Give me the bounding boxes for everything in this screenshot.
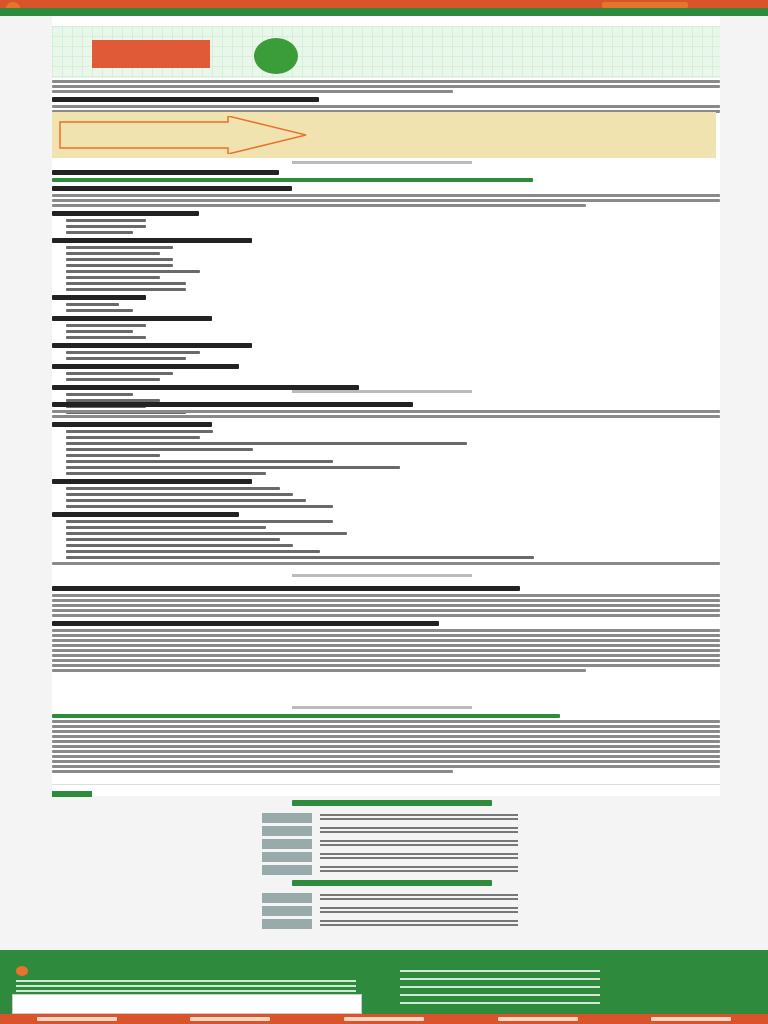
section-divider-2 <box>292 574 472 577</box>
hero-image <box>52 26 720 78</box>
article-page <box>52 16 720 796</box>
social-widget[interactable] <box>12 994 362 1014</box>
list-item[interactable] <box>262 851 522 863</box>
section-divider-3 <box>292 706 472 709</box>
schools-list <box>52 398 720 567</box>
bottom-bar-item[interactable] <box>498 1017 578 1021</box>
arrow-icon <box>58 116 308 154</box>
subject-banner <box>52 112 716 158</box>
hero-number <box>312 34 712 74</box>
advice-section <box>52 582 720 674</box>
list-item[interactable] <box>262 864 522 876</box>
banner-subjects <box>392 112 712 158</box>
bottom-bar-item[interactable] <box>190 1017 270 1021</box>
banner-caption <box>292 161 472 164</box>
admissions-section <box>52 714 720 775</box>
footer-logo[interactable] <box>16 966 76 976</box>
hero-ball-icon <box>254 38 298 74</box>
bottom-bar-item[interactable] <box>344 1017 424 1021</box>
recent-heading <box>292 880 492 886</box>
bottom-bar-item[interactable] <box>37 1017 117 1021</box>
footer-logo-icon <box>16 966 28 976</box>
list-item[interactable] <box>262 905 522 917</box>
top-bar <box>0 0 768 8</box>
related-posts <box>262 800 522 940</box>
list-item[interactable] <box>262 892 522 904</box>
tag-chip[interactable] <box>52 791 92 797</box>
majors-list <box>52 166 720 417</box>
hero-khoi-label <box>92 40 210 68</box>
list-item[interactable] <box>262 825 522 837</box>
bottom-action-bar <box>0 1014 768 1024</box>
footer-contacts <box>400 970 600 1004</box>
list-item[interactable] <box>262 812 522 824</box>
list-item[interactable] <box>262 918 522 930</box>
section-divider <box>292 390 472 393</box>
bottom-bar-item[interactable] <box>651 1017 731 1021</box>
list-item[interactable] <box>262 838 522 850</box>
related-heading <box>292 800 492 806</box>
green-heading[interactable] <box>52 714 560 718</box>
